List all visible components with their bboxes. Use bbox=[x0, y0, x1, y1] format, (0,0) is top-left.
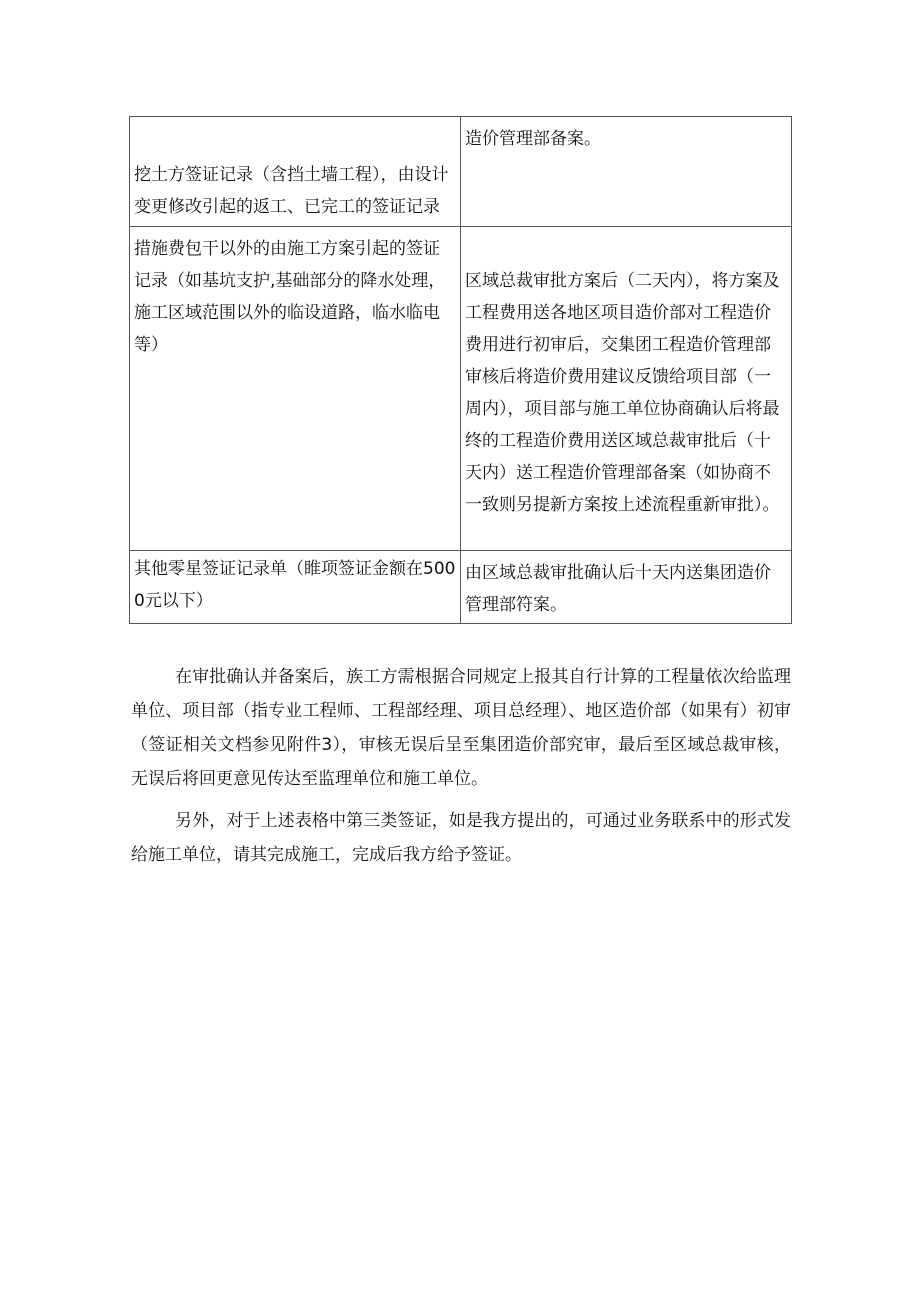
table-cell-category bbox=[130, 117, 461, 227]
table-cell-category bbox=[130, 551, 461, 624]
cell-text: 造价管理部备案。 bbox=[465, 129, 601, 149]
cell-text: 挖土方签证记录（含挡土墙工程），由设计变更修改引起的返工、已完工的签证记录 bbox=[134, 165, 449, 217]
visa-approval-table bbox=[129, 116, 792, 624]
cell-text: 措施费包干以外的由施工方案引起的签证记录（如基坑支护,基础部分的降水处理，施工区域范围以外的临设道路，临水临电等） bbox=[134, 239, 446, 355]
cell-text: 由区域总裁审批确认后十天内送集团造价管理部符案。 bbox=[465, 563, 771, 615]
table-cell-procedure bbox=[461, 227, 792, 551]
table-cell-procedure bbox=[461, 117, 792, 227]
cell-text: 其他零星签证记录单（睢项签证金额在5000元以下） bbox=[134, 559, 456, 611]
body-paragraph-note: 另外，对于上述表格中第三类签证，如是我方提出的，可通过业务联系中的形式发给施工单位，请其完成施工，完成后我方给予签证。 bbox=[131, 811, 791, 865]
body-paragraph-approval: 在审批确认并备案后，族工方需根据合同规定上报其自行计算的工程量依次给监理单位、项目部（指专业工程师、工程部经理、项目总经理）、地区造价部（如果有）初审（签证相关文档参见附件3），审核无误后呈至集团造价部究审，最后至区域总裁审核，无误后将回更意见传达至监理单位和施工单位。 bbox=[131, 667, 791, 789]
table-cell-category bbox=[130, 227, 461, 551]
cell-text: 区域总裁审批方案后（二天内），将方案及工程费用送各地区项目造价部对工程造价费用进行初审后，交集团工程造价管理部审核后将造价费用建议反馈给项目部（一周内），项目部与施工单位协商确认后将最终的工程造价费用送区域总裁审批后（十天内）送工程造价管理部备案（如协商不一致则另提新方案按上述流程重新审批）。 bbox=[465, 271, 780, 515]
table-cell-procedure bbox=[461, 551, 792, 624]
table-row bbox=[130, 227, 792, 551]
table-row bbox=[130, 117, 792, 227]
table-row bbox=[130, 551, 792, 624]
